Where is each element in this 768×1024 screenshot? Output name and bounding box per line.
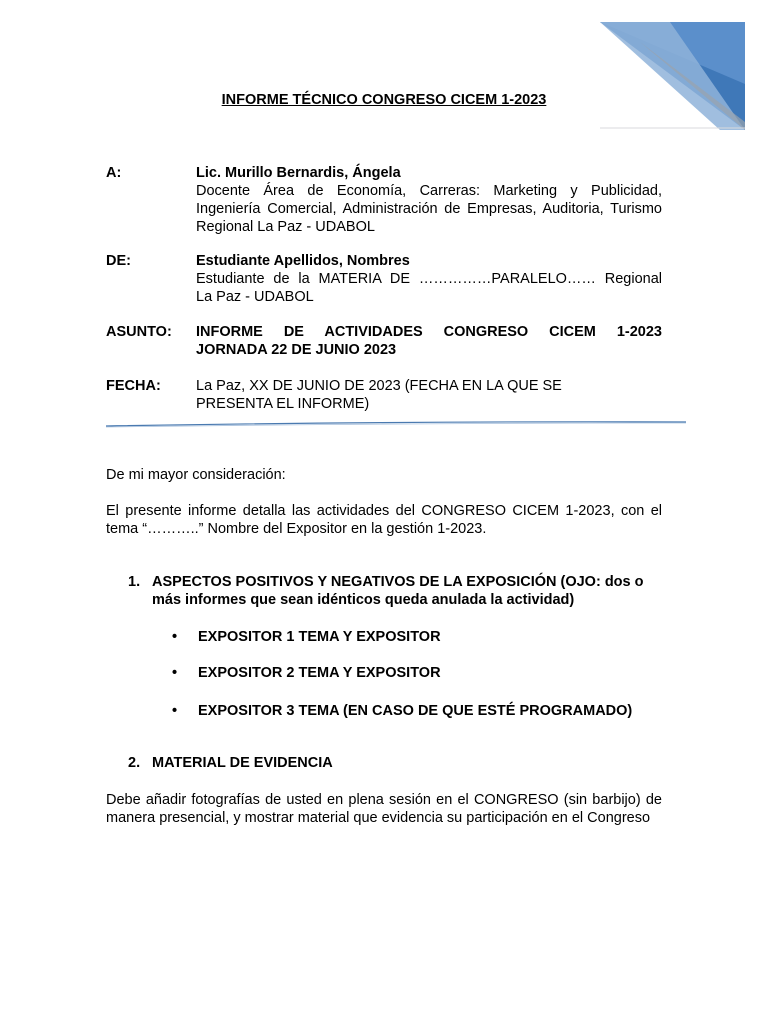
section-number: 2. (128, 755, 141, 771)
bullet-icon: • (172, 703, 178, 719)
subject-line: INFORME DE ACTIVIDADES CONGRESO CICEM 1-2023 (196, 324, 662, 340)
list-item (172, 628, 441, 646)
header-sender (106, 252, 662, 306)
section-1-line: ASPECTOS POSITIVOS Y NEGATIVOS DE LA EXPOSICIÓN (OJO: dos o (152, 574, 644, 590)
subject-line: JORNADA 22 DE JUNIO 2023 (196, 342, 397, 358)
bullet-text: EXPOSITOR 1 TEMA Y EXPOSITOR (198, 629, 441, 645)
section-1-line: más informes que sean idénticos queda anulada la actividad) (152, 592, 575, 608)
greeting: De mi mayor consideración: (106, 467, 286, 483)
bullet-icon: • (172, 665, 178, 681)
bullet-icon: • (172, 629, 178, 645)
subject-label: ASUNTO: (106, 324, 172, 340)
recipient-line: Docente Área de Economía, Carreras: Marketing y Publicidad, (196, 183, 662, 199)
header-recipient (106, 164, 662, 236)
bullet-text: EXPOSITOR 2 TEMA Y EXPOSITOR (198, 665, 441, 681)
date-line: PRESENTA EL INFORME) (196, 396, 370, 412)
list-item (172, 702, 632, 720)
section-1-heading (128, 573, 668, 609)
corner-decoration (600, 22, 745, 130)
intro-paragraph (106, 502, 662, 538)
sender-label: DE: (106, 253, 131, 269)
section-2-heading (128, 754, 668, 772)
header-separator (106, 418, 686, 430)
date-line: La Paz, XX DE JUNIO DE 2023 (FECHA EN LA QUE SE (196, 378, 562, 394)
bullet-text: EXPOSITOR 3 TEMA (EN CASO DE QUE ESTÉ PROGRAMADO) (198, 703, 633, 719)
sender-line: La Paz - UDABOL (196, 289, 314, 305)
evidence-line: manera presencial, y mostrar material que evidencia su participación en el Congreso (106, 810, 651, 826)
header-subject (106, 323, 662, 359)
evidence-line: Debe añadir fotografías de usted en plena sesión en el CONGRESO (sin barbijo) de (106, 792, 662, 808)
sender-line: Estudiante de la MATERIA DE ……………PARALELO…… Regional (196, 271, 662, 287)
evidence-paragraph (106, 791, 662, 827)
intro-line: tema “………..” Nombre del Expositor en la gestión 1-2023. (106, 521, 487, 537)
recipient-name: Lic. Murillo Bernardis, Ángela (196, 165, 401, 181)
recipient-line: Regional La Paz - UDABOL (196, 219, 375, 235)
recipient-label: A: (106, 165, 122, 181)
recipient-line: Ingeniería Comercial, Administración de Empresas, Auditoria, Turismo (196, 201, 662, 217)
section-number: 1. (128, 574, 141, 590)
section-2-title: MATERIAL DE EVIDENCIA (152, 755, 333, 771)
list-item (172, 664, 441, 682)
intro-line: El presente informe detalla las actividades del CONGRESO CICEM 1-2023, con el (106, 503, 662, 519)
document-title: INFORME TÉCNICO CONGRESO CICEM 1-2023 (221, 92, 547, 108)
sender-name: Estudiante Apellidos, Nombres (196, 253, 410, 269)
header-date (106, 377, 662, 413)
date-label: FECHA: (106, 378, 161, 394)
